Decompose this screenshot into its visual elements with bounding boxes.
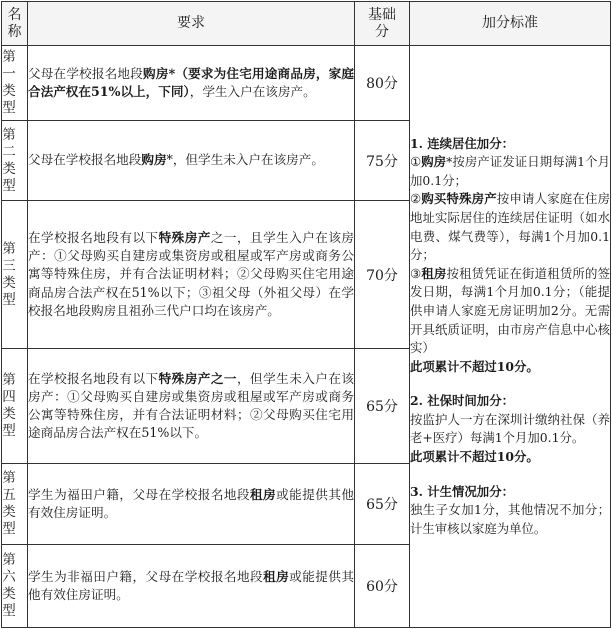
requirement-cell (28, 545, 355, 628)
emphasis-text: 租房 (250, 486, 277, 502)
section-spacer (410, 467, 610, 483)
admission-score-table-frame (1, 1, 610, 627)
emphasis-text: *（要求为住宅用途商品房，家庭合法产权在51%以上，下同） (28, 65, 355, 99)
text-run: ③ (410, 265, 422, 281)
emphasis-text: 此项累计不超过10分。 (410, 449, 539, 465)
text-run: 父母在学校报名地段 (28, 65, 143, 81)
base-score: 65分 (355, 464, 410, 545)
type-name: 第二类型 (2, 121, 28, 201)
bonus-paragraph (410, 190, 610, 264)
requirement-cell (28, 201, 355, 349)
emphasis-text: 此项累计不超过10分。 (410, 358, 539, 374)
base-score: 75分 (355, 121, 410, 201)
text-run: 在学校报名地段有以下 (28, 229, 159, 245)
text-run: 学生为福田户籍，父母在学校报名地段 (28, 486, 250, 502)
text-run: ，但学生未入户在该房产：①父母购买自建房或集资房或租屋或军产房或商务公寓等特殊住房，并有合法证明材料；②父母购买住宅用途商品房合法产权在51%以下。 (28, 370, 355, 441)
base-score: 70分 (355, 201, 410, 349)
emphasis-text: 购房 (143, 65, 169, 81)
emphasis-text: 1. 连续居住加分： (410, 135, 514, 151)
emphasis-text: 购房 (141, 152, 167, 168)
header-name: 名称 (2, 2, 28, 46)
text-run: 在学校报名地段有以下 (28, 370, 159, 386)
section-spacer (410, 376, 610, 392)
requirement-cell (28, 46, 355, 121)
text-run: *，但学生未入户在该房产。 (166, 152, 324, 168)
emphasis-text: 购房 (421, 154, 447, 170)
text-run: 按申请人家庭在住房地址实际居住的连续居住证明（如水电费、煤气费等），每满1个月加0.1分； (410, 191, 611, 263)
bonus-paragraph (410, 153, 610, 190)
emphasis-text: 3. 计生情况加分： (410, 483, 514, 499)
text-run: *按房产证发证日期每满1个月加0.1分； (410, 154, 611, 188)
admission-score-table (1, 1, 611, 628)
text-run: 或能提供其他有效住房证明。 (28, 568, 355, 602)
base-score: 65分 (355, 349, 410, 464)
text-run: 按监护人一方在深圳计缴纳社保（养老+医疗）每满1个月加0.1分。 (410, 411, 610, 446)
base-score: 60分 (355, 545, 410, 628)
bonus-paragraph (410, 448, 610, 467)
bonus-paragraph (410, 265, 610, 358)
bonus-paragraph (410, 358, 610, 377)
table-row (2, 46, 611, 121)
bonus-paragraph (410, 135, 610, 154)
text-run: 学生为非福田户籍，父母在学校报名地段 (28, 568, 264, 584)
bonus-standard-cell (410, 46, 611, 628)
emphasis-text: 购买特殊房产 (421, 191, 497, 207)
text-run: 父母在学校报名地段 (28, 152, 142, 168)
text-run: 独生子女加1分，其他情况不加分；计生审核以家庭为单位。 (410, 502, 610, 536)
emphasis-text: 特殊房产之一 (158, 370, 237, 386)
header-bonus: 加分标准 (410, 2, 611, 46)
requirement-cell (28, 349, 355, 464)
header-row (2, 2, 611, 46)
base-score: 80分 (355, 46, 410, 121)
text-run: 按租赁凭证在街道租赁所的签发日期，每满1个月加0.1分；（能提供申请人家庭无房证明加2分。无需开具纸质证明，由市房产信息中心核实） (410, 265, 611, 356)
emphasis-text: 特殊房产 (158, 229, 211, 245)
requirement-cell (28, 464, 355, 545)
type-name: 第五类型 (2, 464, 28, 545)
text-run: 之一，且学生入户在该房产：①父母购买自建房或集资房或租屋或军产房或商务公寓等特殊住房，并有合法证明材料；②父母购买住宅用途商品房合法产权在51%以下；③祖父母（外祖父母）在学校报名地段购房且祖孙三代户口均在该房产。 (28, 229, 355, 318)
emphasis-text: 租房 (263, 568, 290, 584)
emphasis-text: 2. 社保时间加分： (410, 393, 514, 409)
text-run: ② (410, 191, 422, 207)
header-requirement: 要求 (28, 2, 355, 46)
header-base-score: 基础分 (355, 2, 410, 46)
emphasis-text: 租房 (421, 265, 447, 281)
requirement-cell (28, 121, 355, 201)
bonus-paragraph (410, 392, 610, 411)
type-name: 第三类型 (2, 201, 28, 349)
text-run: ① (410, 154, 422, 170)
text-run: ，学生入户在该房产。 (189, 84, 316, 99)
type-name: 第六类型 (2, 545, 28, 628)
bonus-paragraph (410, 501, 610, 538)
bonus-paragraph (410, 411, 610, 448)
bonus-paragraph (410, 483, 610, 502)
type-name: 第四类型 (2, 349, 28, 464)
text-run: 或能提供其他有效住房证明。 (28, 486, 355, 520)
type-name: 第一类型 (2, 46, 28, 121)
